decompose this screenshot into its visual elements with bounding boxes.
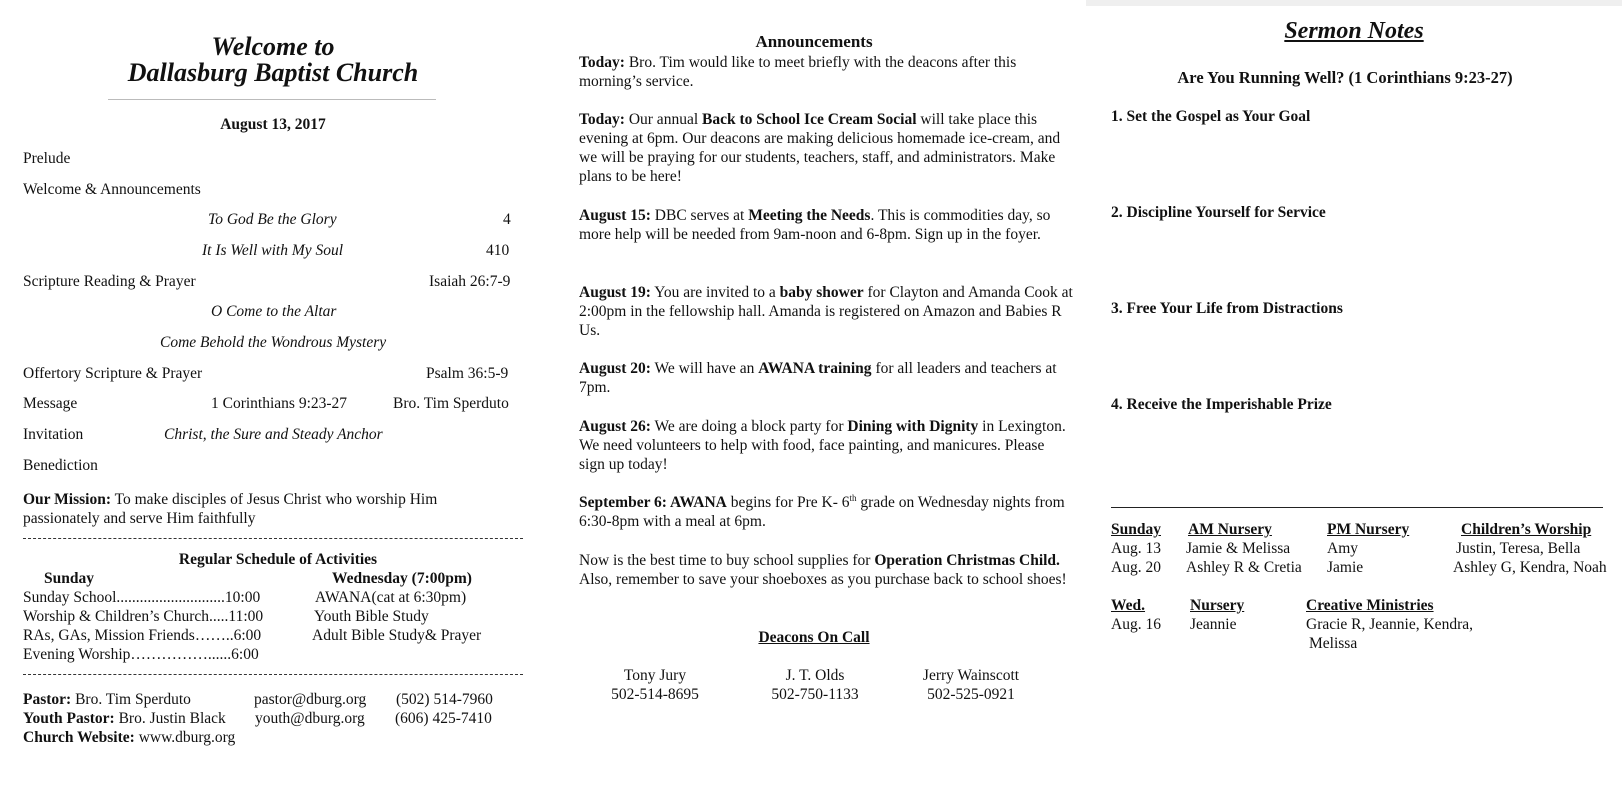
deacon-name: Jerry Wainscott	[922, 667, 1020, 684]
nursery-cell: Jamie & Melissa	[1186, 540, 1291, 557]
pastor-contact	[23, 690, 191, 709]
hymn-number: 4	[503, 211, 511, 228]
wed-nursery-cell: Jeannie	[1190, 616, 1237, 633]
youth-pastor-label: Youth Pastor:	[23, 710, 115, 727]
nursery-cell: Ashley G, Kendra, Noah	[1453, 559, 1607, 576]
schedule-wednesday-item: Youth Bible Study	[314, 608, 429, 625]
nursery-cell: Aug. 20	[1111, 559, 1161, 576]
message-speaker: Bro. Tim Sperduto	[393, 395, 509, 412]
message-reference: 1 Corinthians 9:23-27	[211, 395, 348, 412]
scripture-reference: Isaiah 26:7-9	[429, 273, 511, 290]
sermon-point: 3. Free Your Life from Distractions	[1111, 300, 1343, 317]
nursery-header: AM Nursery	[1188, 521, 1272, 538]
scripture-reading-label: Scripture Reading & Prayer	[23, 273, 196, 290]
youth-pastor-contact	[23, 709, 226, 728]
schedule-sunday-item: Sunday School............................10:00	[23, 589, 261, 606]
mission-label: Our Mission:	[23, 491, 111, 508]
nursery-header: Sunday	[1111, 521, 1161, 538]
deacon-name: J. T. Olds	[785, 667, 845, 684]
nursery-cell: Ashley R & Cretia	[1186, 559, 1302, 576]
nursery-cell: Amy	[1327, 540, 1358, 557]
website-url: www.dburg.org	[134, 729, 236, 746]
sermon-notes-title: Sermon Notes	[1284, 18, 1424, 44]
sermon-point: 2. Discipline Yourself for Service	[1111, 204, 1326, 221]
message-label: Message	[23, 395, 78, 412]
wed-nursery-header: Wed.	[1111, 597, 1146, 614]
song-title: O Come to the Altar	[211, 303, 337, 320]
schedule-wednesday-header: Wednesday (7:00pm)	[332, 570, 472, 587]
nursery-divider	[1111, 507, 1603, 508]
announcement-item: Today: Our annual Back to School Ice Cream Social will take place this evening at 6pm. Our deacons are making delicious homemade ice-cream, and we will be praying for our students, teachers, staff, and administrators. Make plans to be here!	[579, 111, 1061, 185]
pastor-name: Bro. Tim Sperduto	[71, 691, 191, 708]
song-title: Come Behold the Wondrous Mystery	[160, 334, 387, 351]
announcement-item: August 20: We will have an AWANA training for all leaders and teachers at 7pm.	[579, 360, 1057, 396]
schedule-wednesday-item: Adult Bible Study& Prayer	[312, 627, 482, 644]
offertory-label: Offertory Scripture & Prayer	[23, 365, 203, 382]
announcement-item: August 15: DBC serves at Meeting the Needs. This is commodities day, so more help will be needed from 9am-noon and 6-8pm. Sign up in the foyer.	[579, 207, 1051, 243]
title-divider	[108, 99, 436, 100]
top-shade	[1086, 0, 1622, 6]
sermon-subtitle: Are You Running Well? (1 Corinthians 9:23-27)	[1177, 68, 1513, 87]
announcement-item: Today: Bro. Tim would like to meet briefly with the deacons after this morning’s service.	[579, 54, 1017, 90]
sermon-point: 1. Set the Gospel as Your Goal	[1111, 108, 1311, 125]
nursery-header: Children’s Worship	[1461, 521, 1592, 538]
deacon-phone: 502-514-8695	[611, 686, 699, 703]
youth-pastor-email: youth@dburg.org	[255, 710, 365, 727]
pastor-email: pastor@dburg.org	[254, 691, 367, 708]
pastor-phone: (502) 514-7960	[396, 691, 493, 708]
sermon-point: 4. Receive the Imperishable Prize	[1111, 396, 1332, 413]
nursery-header: PM Nursery	[1327, 521, 1410, 538]
church-website	[23, 728, 235, 747]
wed-nursery-cell: Gracie R, Jeannie, Kendra,	[1306, 616, 1473, 633]
pastor-label: Pastor:	[23, 691, 72, 708]
schedule-title: Regular Schedule of Activities	[178, 551, 378, 568]
invitation-label: Invitation	[23, 426, 84, 443]
benediction: Benediction	[23, 457, 98, 474]
youth-pastor-name: Bro. Justin Black	[114, 710, 226, 727]
announcement-item: Now is the best time to buy school supplies for Operation Christmas Child. Also, remember to save your shoeboxes as you purchase back to school shoes!	[579, 552, 1067, 588]
mission-text: To make disciples of Jesus Christ who worship Him passionately and serve Him faithfully	[23, 491, 438, 527]
nursery-cell: Jamie	[1327, 559, 1364, 576]
deacon-phone: 502-750-1133	[771, 686, 859, 703]
welcome-announcements: Welcome & Announcements	[23, 181, 201, 198]
deacon-name: Tony Jury	[623, 667, 687, 684]
deacons-on-call-title: Deacons On Call	[758, 629, 870, 646]
schedule-sunday-item: Evening Worship……………......6:00	[23, 646, 259, 663]
wed-nursery-header: Creative Ministries	[1306, 597, 1434, 614]
schedule-sunday-item: RAs, GAs, Mission Friends……..6:00	[23, 627, 262, 644]
website-label: Church Website:	[23, 729, 135, 746]
announcement-item: August 26: We are doing a block party for Dining with Dignity in Lexington. We need volunteers to help with food, face painting, and manicures. Please sign up today!	[579, 418, 1066, 473]
offertory-reference: Psalm 36:5-9	[426, 365, 509, 382]
mission-statement	[23, 490, 493, 528]
hymn-title: To God Be the Glory	[208, 211, 337, 228]
mission-divider	[23, 538, 523, 539]
wed-nursery-cell: Melissa	[1309, 635, 1358, 652]
schedule-divider	[23, 674, 523, 675]
prelude: Prelude	[23, 150, 71, 167]
wed-nursery-cell: Aug. 16	[1111, 616, 1161, 633]
welcome-title-line1: Welcome to	[211, 32, 335, 61]
schedule-sunday-item: Worship & Children’s Church.....11:00	[23, 608, 264, 625]
announcement-item: August 19: You are invited to a baby shower for Clayton and Amanda Cook at 2:00pm in the fellowship hall. Amanda is registered on Amazon and Babies R Us.	[579, 284, 1073, 339]
service-date: August 13, 2017	[220, 116, 326, 133]
nursery-cell: Justin, Teresa, Bella	[1456, 540, 1581, 557]
announcement-item: September 6: AWANA begins for Pre K- 6th grade on Wednesday nights from 6:30-8pm with a meal at 6pm.	[579, 492, 1065, 530]
announcements-title: Announcements	[755, 32, 873, 51]
deacon-phone: 502-525-0921	[927, 686, 1015, 703]
wed-nursery-header: Nursery	[1190, 597, 1245, 614]
schedule-wednesday-item: AWANA(cat at 6:30pm)	[315, 589, 467, 606]
schedule-sunday-header: Sunday	[44, 570, 94, 587]
youth-pastor-phone: (606) 425-7410	[395, 710, 492, 727]
hymn-number: 410	[486, 242, 510, 259]
nursery-cell: Aug. 13	[1111, 540, 1161, 557]
invitation-song: Christ, the Sure and Steady Anchor	[164, 426, 383, 443]
hymn-title: It Is Well with My Soul	[202, 242, 344, 259]
welcome-title-line2: Dallasburg Baptist Church	[127, 58, 419, 87]
